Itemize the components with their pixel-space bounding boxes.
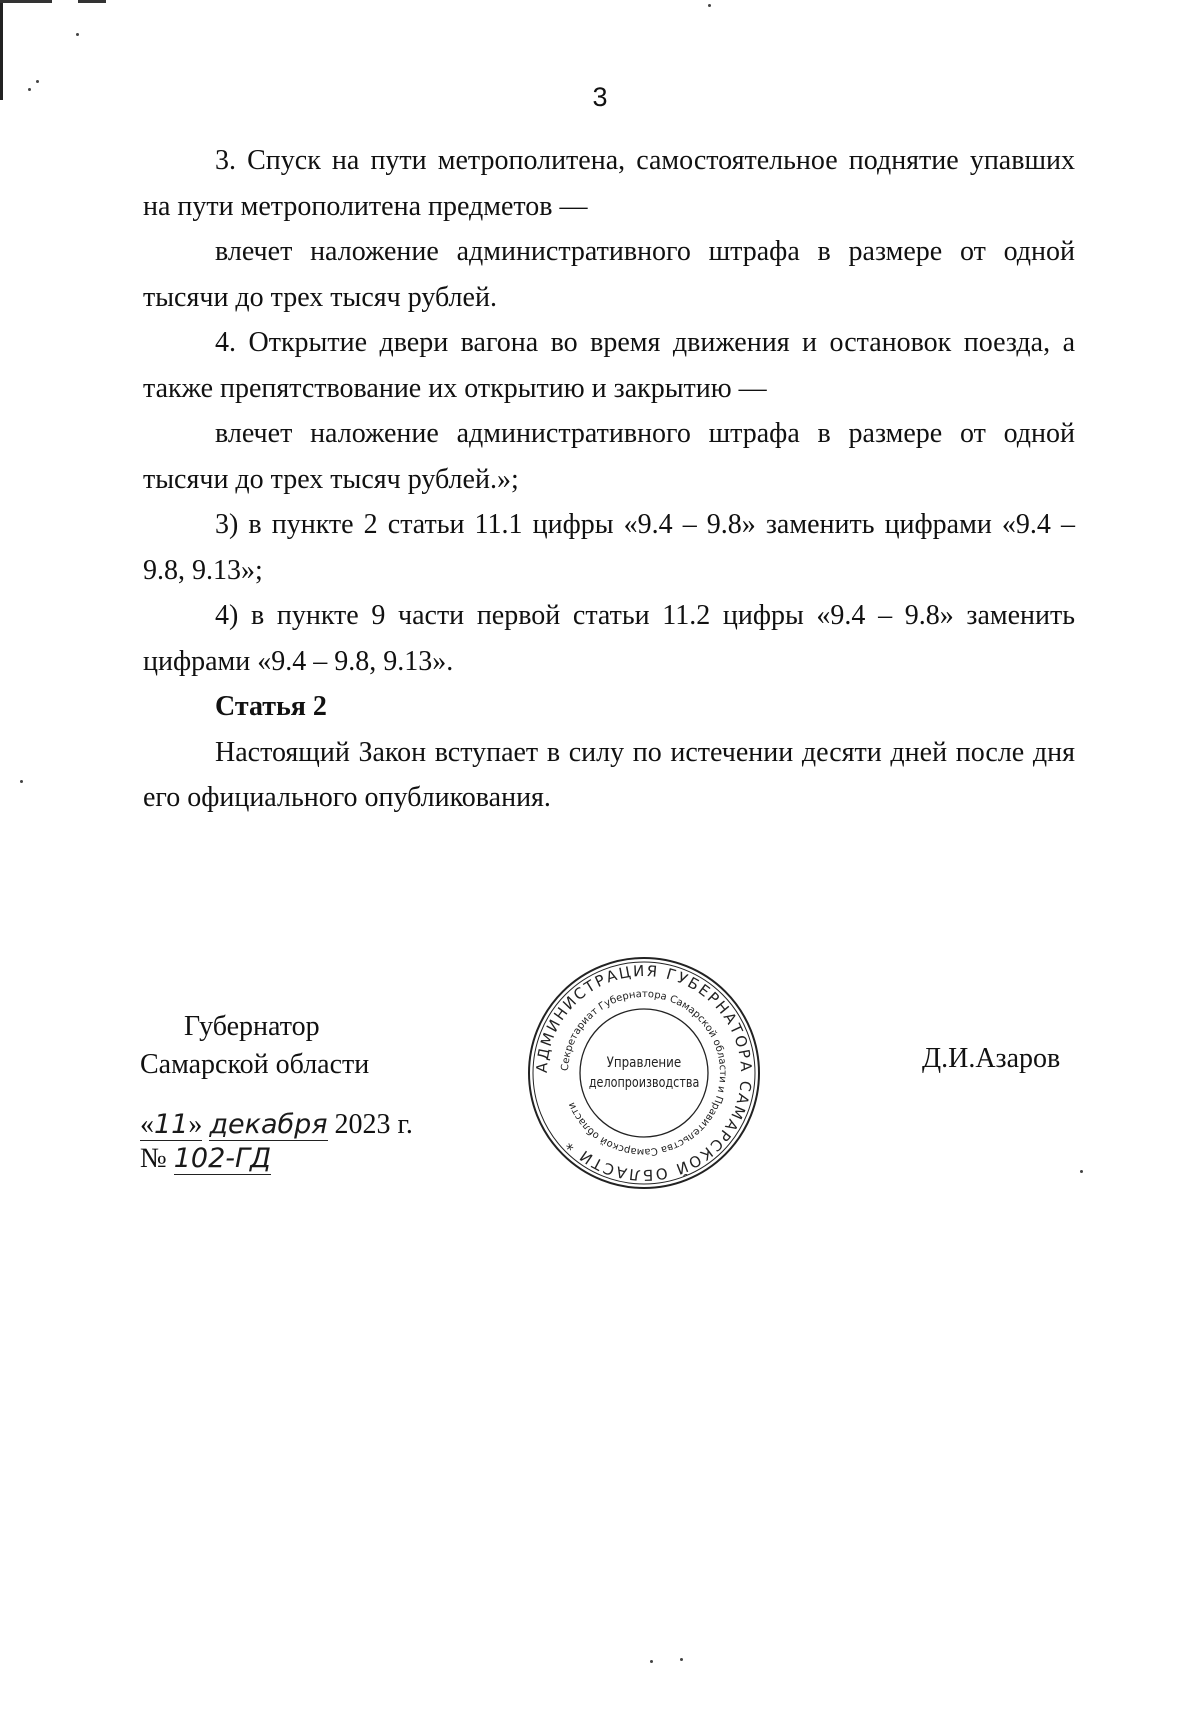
stamp-center-line1: Управление (606, 1055, 682, 1071)
scan-top-mark (78, 0, 106, 3)
law-number: 102-ГД (173, 1143, 272, 1174)
article-heading: Статья 2 (215, 691, 327, 722)
signatory-name: Д.И.Азаров (922, 1043, 1061, 1074)
stamp-inner-text: Секретариат Губернатора Самарской области и Правительства Самарской области (559, 988, 729, 1158)
scan-speck (76, 33, 79, 36)
scan-speck (680, 1658, 683, 1661)
scan-speck (20, 780, 23, 783)
paragraph: 3) в пункте 2 статьи 11.1 цифры «9.4 – 9.8» заменить цифрами «9.4 – 9.8, 9.13»; (143, 509, 1075, 586)
paragraph: 4) в пункте 9 части первой статьи 11.2 цифры «9.4 – 9.8» заменить цифрами «9.4 – 9.8, 9.13». (143, 600, 1075, 677)
date-open-quote: « (140, 1109, 154, 1140)
date-block (140, 1108, 413, 1176)
date-year: 2023 г. (334, 1109, 413, 1140)
stamp-center (526, 955, 762, 1191)
stamp-outer-text: АДМИНИСТРАЦИЯ ГУБЕРНАТОРА САМАРСКОЙ ОБЛАСТИ * (532, 961, 756, 1185)
signatory-title-line2: Самарской области (140, 1049, 370, 1080)
page-number: 3 (592, 82, 608, 112)
paragraph: 4. Открытие двери вагона во время движения и остановок поезда, а также препятствование их открытию и закрытию — (143, 327, 1075, 404)
date-day: 11 (154, 1109, 189, 1140)
signatory-title-line1: Губернатор (184, 1011, 320, 1042)
signatory-title (140, 1008, 369, 1084)
official-stamp (526, 955, 762, 1191)
document-body (143, 138, 1075, 821)
scan-speck (650, 1660, 653, 1663)
law-number-line (140, 1142, 413, 1176)
date-month: декабря (209, 1109, 328, 1140)
paragraph: влечет наложение административного штрафа в размере от одной тысячи до трех тысяч рублей. (143, 236, 1075, 313)
paragraph: влечет наложение административного штрафа в размере от одной тысячи до трех тысяч рублей.»; (143, 418, 1075, 495)
law-number-prefix: № (140, 1143, 167, 1174)
scan-speck (1080, 1170, 1083, 1173)
stamp-center-line2: делопроизводства (588, 1075, 700, 1091)
scan-speck (708, 4, 711, 7)
date-close-quote: » (188, 1109, 203, 1140)
paragraph: 3. Спуск на пути метрополитена, самостоятельное поднятие упавших на пути метрополитена предметов — (143, 145, 1075, 222)
scan-top-mark (0, 0, 52, 3)
date-line (140, 1108, 413, 1142)
article-text: Настоящий Закон вступает в силу по истечении десяти дней после дня его официального опубликования. (143, 736, 1075, 813)
